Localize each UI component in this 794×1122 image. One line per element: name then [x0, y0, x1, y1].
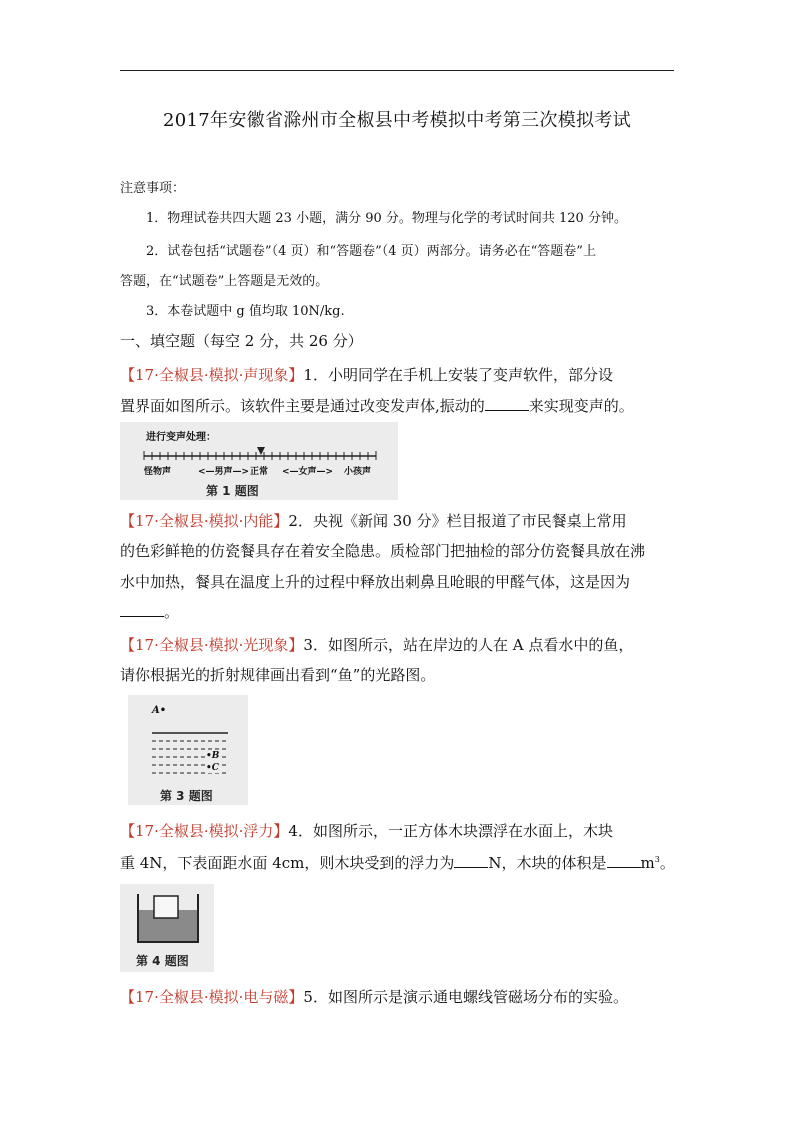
- question-1-tag: 【17·全椒县·模拟·声现象】: [120, 366, 304, 384]
- section-heading: 一、填空题（每空 2 分，共 26 分）: [120, 332, 363, 350]
- question-4-unit-sup: 3: [654, 855, 660, 864]
- figure-3-point-a: A•: [152, 705, 167, 716]
- question-2-line-3: 水中加热，餐具在温度上升的过程中释放出刺鼻且呛眼的甲醛气体，这是因为: [120, 573, 631, 591]
- question-4-text-2a: 重 4N，下表面距水面 4cm，则木块受到的浮力为: [120, 854, 455, 872]
- figure-3-caption: 第 3 题图: [160, 789, 213, 803]
- question-1-blank[interactable]: [485, 396, 529, 411]
- page-title: 2017年安徽省滁州市全椒县中考模拟中考第三次模拟考试: [163, 110, 631, 131]
- question-1-text-2b: 来实现变声的。: [528, 397, 634, 415]
- figure-1-label-child: 小孩声: [344, 467, 372, 477]
- question-3-tag: 【17·全椒县·模拟·光现象】: [120, 636, 304, 654]
- figure-1-slider-track: [140, 444, 380, 464]
- question-3-text-1: 3．如图所示，站在岸边的人在 A 点看水中的鱼，: [303, 636, 634, 654]
- question-3-line-2: 请你根据光的折射规律画出看到“鱼”的光路图。: [120, 666, 436, 684]
- question-4-text-1: 4．如图所示，一正方体木块漂浮在水面上，木块: [288, 822, 613, 840]
- question-4-text-2d: 。: [659, 854, 675, 872]
- figure-4-block: [154, 896, 178, 918]
- question-4-blank-2[interactable]: [607, 853, 641, 868]
- question-5-text-1: 5．如图所示是演示通电螺线管磁场分布的实验。: [303, 988, 628, 1006]
- figure-4-container: [134, 888, 206, 946]
- figure-1-label-monster: 怪物声: [144, 467, 172, 477]
- figure-1-label-male: <—男声—>: [198, 467, 250, 477]
- figure-3-point-b: •B: [206, 751, 220, 761]
- notice-item-2-cont: 答题，在“试题卷”上答题是无效的。: [120, 274, 329, 289]
- notice-item-2: 2．试卷包括“试题卷”（4 页）和“答题卷”（4 页）两部分。请务必在“答题卷”上: [146, 244, 596, 259]
- notice-heading: 注意事项：: [120, 181, 186, 196]
- header-rule: [120, 70, 674, 71]
- figure-1-label-normal: 正常: [250, 467, 269, 477]
- question-1-text-1: 1．小明同学在手机上安装了变声软件，部分设: [303, 366, 613, 384]
- question-1-line-2: [120, 395, 634, 416]
- question-4-text-2b: N，木块的体积是: [488, 854, 607, 872]
- question-2-text-1: 2．央视《新闻 30 分》栏目报道了市民餐桌上常用: [288, 512, 627, 530]
- notice-item-3: 3．本卷试题中 g 值均取 10N/kg.: [146, 304, 345, 319]
- question-4-unit: m: [640, 854, 655, 872]
- figure-1-label-female: <—女声—>: [282, 467, 334, 477]
- question-5-line-1: [120, 986, 628, 1007]
- question-4-line-1: [120, 820, 613, 841]
- figure-1-header: 进行变声处理：: [146, 432, 216, 443]
- figure-3: [128, 695, 248, 805]
- question-4-line-2: [120, 852, 675, 873]
- question-2-tag: 【17·全椒县·模拟·内能】: [120, 512, 289, 530]
- question-2-blank[interactable]: [120, 602, 164, 617]
- question-2-line-4: [120, 601, 179, 622]
- question-3-line-1: [120, 634, 633, 655]
- question-2-line-1: [120, 510, 627, 531]
- question-5-tag: 【17·全椒县·模拟·电与磁】: [120, 988, 304, 1006]
- question-4-blank-1[interactable]: [454, 853, 488, 868]
- question-2-line-2: 的色彩鲜艳的仿瓷餐具存在着安全隐患。质检部门把抽检的部分仿瓷餐具放在沸: [120, 542, 646, 560]
- notice-item-1: 1．物理试卷共四大题 23 小题，满分 90 分。物理与化学的考试时间共 120 分钟。: [146, 211, 627, 226]
- figure-3-water: [152, 729, 232, 779]
- question-4-tag: 【17·全椒县·模拟·浮力】: [120, 822, 289, 840]
- question-2-text-4: 。: [164, 603, 180, 621]
- question-1-line-1: [120, 364, 613, 385]
- figure-3-point-c: •C: [206, 763, 219, 773]
- figure-1-caption: 第 1 题图: [206, 484, 259, 498]
- figure-4-caption: 第 4 题图: [136, 954, 189, 968]
- figure-4: [120, 884, 214, 972]
- figure-1: [120, 422, 398, 500]
- question-1-text-2a: 置界面如图所示。该软件主要是通过改变发声体,振动的: [120, 397, 485, 415]
